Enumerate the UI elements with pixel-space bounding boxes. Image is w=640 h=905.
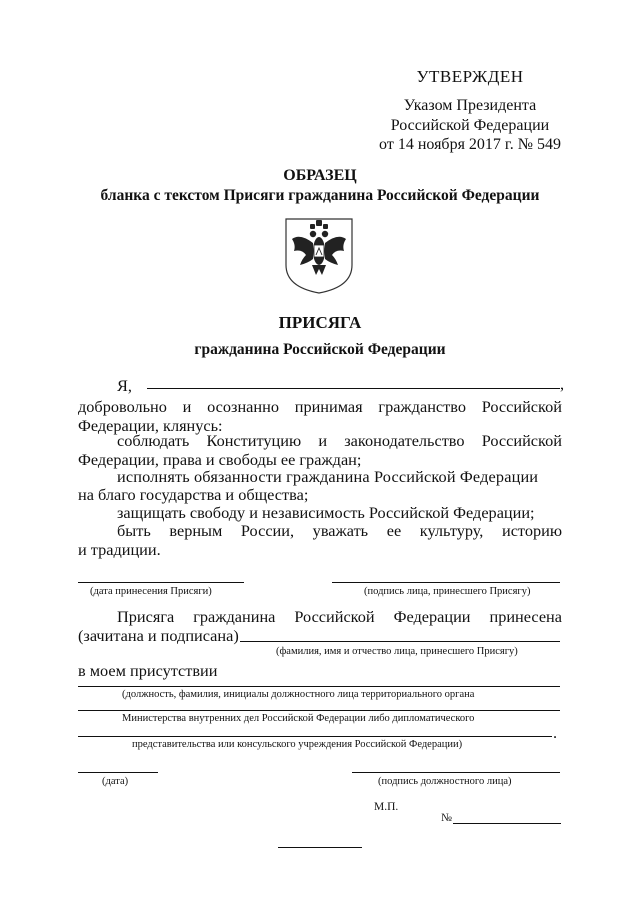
word: законодательство (344, 431, 465, 450)
word: быть (117, 521, 151, 540)
word: гражданство (378, 397, 466, 416)
oath-paragraph-2-line (117, 431, 562, 451)
official-line-3 (78, 736, 552, 737)
oath-paragraph-5-end: и традиции. (78, 540, 161, 559)
oath-subtitle: гражданина Российской Федерации (194, 341, 446, 358)
word: и (182, 397, 192, 416)
word: соблюдать (117, 431, 190, 450)
word: Российской (294, 607, 375, 626)
oath-paragraph-1-line (78, 397, 562, 417)
oath-signature-label: (подпись лица, принесшего Присягу) (364, 586, 531, 597)
oath-i-comma: , (560, 374, 565, 393)
word: Российской (481, 431, 562, 450)
word: ее (386, 521, 402, 540)
oath-taker-name-line (240, 641, 560, 642)
word: уважать (312, 521, 369, 540)
word: Российской (481, 397, 562, 416)
oath-date-line (78, 582, 244, 583)
number-label: № (441, 812, 452, 824)
official-label-2: Министерства внутренних дел Российской Федерации либо дипломатического (122, 713, 475, 724)
number-line (453, 823, 561, 824)
seal-place-label: М.П. (374, 801, 399, 813)
oath-signature-line (332, 582, 560, 583)
official-signature-label: (подпись должностного лица) (378, 776, 512, 787)
official-line-2 (78, 710, 560, 711)
oath-taker-name-label: (фамилия, имя и отчество лица, принесшего Присягу) (276, 646, 518, 657)
word: Федерации (393, 607, 471, 626)
word: верным (169, 521, 223, 540)
word: России, (240, 521, 295, 540)
sample-subtitle: бланка с текстом Присяги гражданина Российской Федерации (100, 187, 540, 204)
word: принимая (294, 397, 363, 416)
word: и (318, 431, 328, 450)
word: Присяга (117, 607, 175, 626)
oath-paragraph-3-start: исполнять обязанности гражданина Российской Федерации (117, 467, 539, 486)
approval-line-1: Указом Президента (403, 97, 537, 114)
presence-text: в моем присутствии (78, 661, 218, 680)
oath-date-label: (дата принесения Присяги) (90, 586, 212, 597)
official-label-3: представительства или консульского учреждения Российской Федерации) (132, 739, 463, 750)
oath-paragraph-4: защищать свободу и независимость Российской Федерации; (117, 503, 535, 522)
official-date-line (78, 772, 158, 773)
approval-title: УТВЕРЖДЕН (416, 67, 524, 86)
word: добровольно (78, 397, 167, 416)
closing-rule (278, 847, 362, 848)
official-label-1: (должность, фамилия, инициалы должностного лица территориального органа (122, 689, 475, 700)
sample-title: ОБРАЗЕЦ (283, 167, 357, 184)
official-line-1 (78, 686, 560, 687)
official-date-label: (дата) (102, 776, 129, 787)
word: осознанно (207, 397, 279, 416)
word: гражданина (193, 607, 276, 626)
oath-i: Я, (117, 376, 132, 395)
oath-title: ПРИСЯГА (278, 313, 362, 332)
oath-taken-read-signed: (зачитана и подписана) (78, 626, 239, 645)
oath-paragraph-1-end: Федерации, клянусь: (78, 416, 223, 435)
oath-paragraph-5-line (117, 521, 562, 541)
oath-paragraph-3-end: на благо государства и общества; (78, 485, 309, 504)
word: Конституцию (206, 431, 302, 450)
official-line-3-dot: . (553, 723, 558, 742)
approval-line-3: от 14 ноября 2017 г. № 549 (379, 136, 561, 153)
word: историю (501, 521, 562, 540)
approval-block (360, 0, 580, 160)
word: принесена (489, 607, 562, 626)
oath-paragraph-2-end: Федерации, права и свободы ее граждан; (78, 450, 362, 469)
word: культуру, (419, 521, 484, 540)
official-signature-line (352, 772, 560, 773)
oath-taken-line (117, 607, 562, 627)
approval-line-2: Российской Федерации (390, 117, 550, 134)
coat-of-arms-icon (280, 215, 358, 295)
name-fill-line (147, 388, 560, 389)
